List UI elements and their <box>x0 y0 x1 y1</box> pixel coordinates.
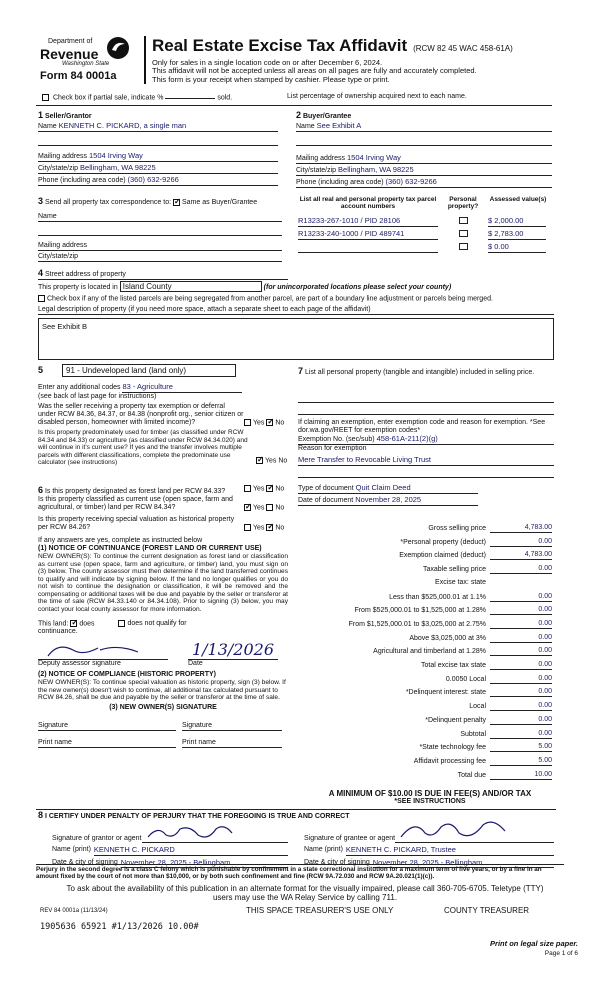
buyer-section: 2 Buyer/Grantee Name See Exhibit A Mailing address 1504 Irving Way City/state/zip Bellingham, WA 98225 Phone (including area code) (360) 632-9266 <box>296 110 552 188</box>
tax-label: Above $3,025,000 at 3% <box>409 634 486 642</box>
corr-label: Send all property tax correspondence to: <box>44 199 172 206</box>
exemption-reason[interactable]: Mere Transfer to Revocable Living Trust <box>298 456 554 466</box>
date-label: Date <box>188 659 203 667</box>
section-8: 8 I CERTIFY UNDER PENALTY OF PERJURY THAT THE FOREGOING IS TRUE AND CORRECT Signature of grantor or agent Signature of grantee or agent Name (print) KENNETH C. PICKARD Name (print) KENNETH C. PICKARD, Trustee Date & city of signing November 28, 2025 - Bellingham Date & city of signing November 28, 2025 - Bellingham <box>38 810 554 868</box>
tax-label: Subtotal <box>460 730 486 738</box>
assessed-value[interactable]: $ 2,000.00 <box>488 217 546 227</box>
yes-note: If any answers are yes, complete as instructed below <box>38 536 203 544</box>
assessed-head: Assessed value(s) <box>489 196 547 203</box>
tax-label: Exemption claimed (deduct) <box>399 552 486 560</box>
doc-date-label: Date of document <box>298 496 354 504</box>
grantee-sig-label: Signature of grantee or agent <box>304 835 396 842</box>
tax-value[interactable]: 0.00 <box>490 593 552 602</box>
parcel-head: List all real and personal property tax parcel account numbers <box>299 196 437 211</box>
add-codes-label: Enter any additional codes <box>38 384 121 392</box>
partial-sale-row <box>42 94 232 102</box>
q1-no-checkbox[interactable] <box>266 419 273 426</box>
seller-phone[interactable]: (360) 632-9266 <box>127 175 179 185</box>
dept-text: Department of <box>48 38 93 45</box>
segregated-label: Check box if any of the listed parcels are being segregated from another parcel, are part of a boundary line adjustment or parcels being merged. <box>47 295 493 303</box>
q1-yes-checkbox[interactable] <box>244 419 251 426</box>
tax-row <box>296 688 552 697</box>
tax-row <box>296 743 552 752</box>
tax-label: Affidavit processing fee <box>413 757 486 765</box>
property-section: 4 Street address of property This property is located in Island County (for unincorporated locations please select your county) Check box if any of the listed parcels are being segregated from another parcel, are part of a boundary line adjustment or parcels being merged. Legal description of property (if you need more space, attach a separate sheet to each page of the affidavit) See Exhibit B <box>38 268 554 360</box>
forest-yes-checkbox[interactable] <box>244 485 251 492</box>
same-as-buyer-label: Same as Buyer/Grantee <box>182 199 258 206</box>
seller-name-label: Name <box>38 123 57 131</box>
sold-label: sold. <box>217 94 233 102</box>
yes-label: Yes <box>253 419 265 427</box>
notice-compliance-body: NEW OWNER(S): To continue special valuation as historic property, sign (3) below. If the new owner(s) doesn't wish to continue, all additional tax calculated pursuant to RCW 84.26, shall be due and payable by the seller or transferor at the time of sale. <box>38 679 286 702</box>
tax-label: Taxable selling price <box>422 566 486 574</box>
tax-value[interactable]: 4,783.00 <box>490 524 552 533</box>
grantee-signature-line[interactable] <box>395 827 554 843</box>
new-owner-signature-2[interactable] <box>182 722 282 731</box>
tax-value[interactable]: 0.00 <box>490 716 552 725</box>
perjury-note: Perjury in the second degree is a class C felony which is punishable by confinement in a state correctional institution for a maximum term of five years, or by a fine in an amount fixed by the court of not more than $10,000, or by both such confinement and fine (RCW 9A.72.030 and RCW 9A.20.021(1)(c)). <box>36 866 542 881</box>
grantor-signature-line[interactable] <box>142 827 288 843</box>
current-use-no-checkbox[interactable] <box>266 504 273 511</box>
state-text: Washington State <box>62 61 110 67</box>
county-treasurer: COUNTY TREASURER <box>444 906 530 915</box>
parcel-row <box>298 243 554 253</box>
reason-label: Reason for exemption <box>298 445 367 453</box>
land-use-select[interactable]: 91 - Undeveloped land (land only) <box>62 364 236 377</box>
seller-mail-label: Mailing address <box>38 153 88 161</box>
new-owner-signature-1[interactable] <box>38 722 176 731</box>
see-instructions: *SEE INSTRUCTIONS <box>394 798 466 805</box>
tax-value[interactable]: 0.00 <box>490 688 552 697</box>
corr-city-label: City/state/zip <box>38 253 79 261</box>
buyer-phone[interactable]: (360) 632-9266 <box>385 177 437 187</box>
treasurer-stamp: 1905636 65921 #1/13/2026 10.00# <box>40 922 199 932</box>
revenue-swirl-icon <box>106 36 130 60</box>
q2-yes-checkbox[interactable] <box>256 457 263 464</box>
tax-row <box>296 771 552 780</box>
grantor-signature <box>144 823 244 841</box>
tax-row <box>296 634 552 643</box>
buyer-city-label: City/state/zip <box>296 167 337 175</box>
exemption-no-label: Exemption No. (sec/sub) <box>298 436 375 444</box>
tax-row <box>296 538 552 547</box>
certify-text: I CERTIFY UNDER PENALTY OF PERJURY THAT THE FOREGOING IS TRUE AND CORRECT <box>44 813 350 820</box>
grantor-date-label: Date & city of signing <box>52 858 118 866</box>
parcel-row <box>298 217 554 227</box>
rcw-ref: (RCW 82 45 WAC 458-61A) <box>413 44 513 53</box>
tax-value[interactable]: 0.00 <box>490 675 552 684</box>
tax-row <box>296 661 552 670</box>
new-owner-sig-head: (3) NEW OWNER(S) SIGNATURE <box>109 703 217 711</box>
assessed-value[interactable]: $ 2,783.00 <box>488 230 546 240</box>
tax-label: Total due <box>457 771 486 779</box>
grantee-date-label: Date & city of signing <box>304 858 370 866</box>
grantor-sig-label: Signature of grantor or agent <box>52 835 142 842</box>
section-5: 5 91 - Undeveloped land (land only) Enter any additional codes 83 - Agriculture (see back of last page for instructions) Was the seller receiving a property tax exemption or deferral under RCW 84.36, 84.37, or 84.38 (nonprofit org., senior citizen or disabled person, homeowner with limited income)? Yes ✓ No Is this property predominately used for timber (as classified under RCW 84.34 and 84.33) or agriculture (as classified under RCW 84.34.020) and will continue in it's current use? If yes and the transfer involves multiple parcels with different classifications, complete the predominate use calculator (see instructions) ✓ Yes No <box>38 364 288 467</box>
seller-section: 1 Seller/Grantor Name KENNETH C. PICKARD, a single man Mailing address 1504 Irving Way City/state/zip Bellingham, WA 98225 Phone (including area code) (360) 632-9266 <box>38 110 278 186</box>
does-label: does <box>79 619 95 627</box>
seller-name[interactable]: KENNETH C. PICKARD, a single man <box>58 121 187 131</box>
seller-phone-label: Phone (including area code) <box>38 177 126 185</box>
doc-type-label: Type of document <box>298 484 354 492</box>
tax-row <box>296 551 552 560</box>
page-title: Real Estate Excise Tax Affidavit <box>152 36 408 55</box>
tax-row <box>296 579 552 587</box>
new-owner-print-1[interactable] <box>38 739 176 748</box>
legal-label: Legal description of property (if you need more space, attach a separate sheet to each page of the affidavit) <box>38 306 554 315</box>
tax-label: Excise tax: state <box>435 578 486 586</box>
treasurer-only: THIS SPACE TREASURER'S USE ONLY <box>246 906 394 915</box>
grantee-signature <box>397 819 517 841</box>
grantor-date[interactable]: November 28, 2025 - Bellingham <box>121 859 288 869</box>
exemption-label: If claiming an exemption, enter exemption code and reason for exemption. *See dor.wa.gov/REET for exemption codes* <box>298 419 546 435</box>
personal-property-label: List all personal property (tangible and intangible) included in selling price. <box>304 369 535 376</box>
seller-city-label: City/state/zip <box>38 165 79 173</box>
assessor-signature-line[interactable] <box>38 640 168 660</box>
notice-compliance-head: (2) NOTICE OF COMPLIANCE (HISTORIC PROPERTY) <box>38 671 216 679</box>
header-line3: This form is your receipt when stamped by cashier. Please type or print. <box>152 74 390 84</box>
tax-label: Total excise tax state <box>421 662 486 669</box>
personal-checkbox[interactable] <box>459 217 468 224</box>
see-back-note: (see back of last page for instructions) <box>38 392 157 400</box>
seller-head: Seller/Grantor <box>44 113 92 120</box>
tax-label: Less than $525,000.01 at 1.1% <box>389 593 486 601</box>
continuance-label: continuance. <box>38 627 78 635</box>
this-land-label: This land: <box>38 619 69 627</box>
parcel-number[interactable]: R13233-267-1010 / PID 28106 <box>298 217 438 227</box>
tax-row <box>296 565 552 574</box>
buyer-head: Buyer/Grantee <box>302 113 352 120</box>
tax-value[interactable]: 0.00 <box>490 634 552 643</box>
tax-value[interactable]: 4,783.00 <box>490 551 552 560</box>
tax-value[interactable]: 0.00 <box>490 606 552 615</box>
current-use-yes-checkbox[interactable] <box>244 504 251 511</box>
located-label: This property is located in <box>38 284 118 292</box>
grantor-name[interactable]: KENNETH C. PICKARD <box>94 846 288 856</box>
partial-sale-checkbox[interactable] <box>42 94 49 101</box>
assessor-date[interactable]: 1/13/2026 <box>188 641 278 660</box>
deputy-label: Deputy assessor signature <box>38 659 121 667</box>
forest-question: Is this property designated as forest land per RCW 84.33? <box>44 488 226 495</box>
print-name-label: Print name <box>182 738 216 746</box>
tax-value[interactable]: 0.00 <box>490 730 552 739</box>
buyer-phone-label: Phone (including area code) <box>296 179 384 187</box>
seller-city[interactable]: Bellingham, WA 98225 <box>80 163 156 173</box>
street-label: Street address of property <box>44 271 126 278</box>
header-titles <box>152 36 572 84</box>
rev-number: REV 84 0001a (11/13/24) <box>40 908 108 914</box>
tax-row <box>296 606 552 615</box>
buyer-name[interactable]: See Exhibit A <box>316 121 362 131</box>
tax-label: From $1,525,000.01 to $3,025,000 at 2.75% <box>348 620 486 628</box>
exemption-no[interactable]: 458-61A-211(2)(g) <box>376 434 438 444</box>
grantee-name[interactable]: KENNETH C. PICKARD, Trustee <box>346 846 554 856</box>
tax-label: Local <box>469 703 486 711</box>
signature-label: Signature <box>182 721 212 729</box>
corr-name-label: Name <box>38 213 57 221</box>
doc-type[interactable]: Quit Claim Deed <box>355 482 411 492</box>
same-as-buyer-checkbox[interactable] <box>173 199 180 206</box>
tax-row <box>296 702 552 711</box>
parcel-row <box>298 230 554 240</box>
buyer-mail[interactable]: 1504 Irving Way <box>346 153 401 163</box>
tax-label: *State technology fee <box>419 744 486 752</box>
tax-value[interactable]: 0.00 <box>490 702 552 711</box>
tax-value[interactable]: 0.00 <box>490 647 552 656</box>
tax-row <box>296 730 552 739</box>
tax-label: *Delinquent interest: state <box>405 689 486 697</box>
buyer-city[interactable]: Bellingham, WA 98225 <box>338 165 414 175</box>
tax-label: *Delinquent penalty <box>425 716 486 724</box>
tax-label: Agricultural and timberland at 1.28% <box>373 648 486 656</box>
pct-note: List percentage of ownership acquired next to each name. <box>287 93 467 100</box>
header-line2: This affidavit will not be accepted unless all areas on all pages are fully and accurately completed. <box>152 66 477 76</box>
accessibility-note: To ask about the availability of this publication in an alternate format for the visually impaired, please call 360-705-6705. Teletype (TTY) users may use the WA Relay Service by calling 711. <box>66 884 544 903</box>
new-owner-print-2[interactable] <box>182 739 282 748</box>
grantor-name-label: Name (print) <box>52 846 91 854</box>
tax-row <box>296 647 552 656</box>
no-label: No <box>275 419 285 427</box>
exemption-question: Was the seller receiving a property tax exemption or deferral under RCW 84.36, 84.37, or 84.38 (nonprofit org., senior citizen or disabled person, homeowner with limited income)? <box>38 402 244 426</box>
print-name-label: Print name <box>38 738 72 746</box>
notice-continuance-body: NEW OWNER(S): To continue the current designation as forest land or classification as current use (open space, farm and agriculture, or timber) land, you must sign on (3) below. The county assessor must then determine if the land transferred continues to qualify and will indicate by signing below. If the land no longer qualifies or you do not wish to continue the designation or classification, it will be removed and the compensating or additional taxes will be due and payable by the seller or transferor at the time of sale (RCW 84.33.140 or 84.34.108). Prior to signing (3) below, you may contact your local county assessor for more information. <box>38 552 288 613</box>
does-checkbox[interactable] <box>70 620 77 627</box>
page-number: Page 1 of 6 <box>544 950 578 957</box>
county-note: (for unincorporated locations please select your county) <box>263 284 452 292</box>
tax-value[interactable]: 0.00 <box>490 620 552 629</box>
tax-value[interactable]: 0.00 <box>490 565 552 574</box>
tax-value[interactable]: 0.00 <box>490 538 552 547</box>
personal-checkbox[interactable] <box>459 243 468 250</box>
assessed-value[interactable]: $ 0.00 <box>488 243 546 253</box>
tax-row <box>296 716 552 725</box>
tax-label: Gross selling price <box>428 525 486 532</box>
assessor-signature <box>38 640 158 660</box>
header-line1: Only for sales in a single location code on or after December 6, 2024. <box>152 57 383 67</box>
historic-yes-checkbox[interactable] <box>244 524 251 531</box>
buyer-mail-label: Mailing address <box>296 155 346 163</box>
notice-continuance-head: (1) NOTICE OF CONTINUANCE (FOREST LAND OR CURRENT USE) <box>38 544 262 552</box>
revenue-text: Revenue <box>40 46 99 62</box>
tax-value[interactable]: 5.00 <box>490 757 552 766</box>
historic-question: Is this property receiving special valuation as historical property per RCW 84.26? <box>38 516 235 532</box>
corr-mail-label: Mailing address <box>38 242 88 250</box>
legal-paper-note: Print on legal size paper. <box>490 939 578 948</box>
legal-description-field[interactable] <box>38 318 554 360</box>
parcels-section <box>298 196 554 253</box>
correspondence-section: 3 Send all property tax correspondence to: ✓ Same as Buyer/Grantee Name Mailing address City/state/zip <box>38 196 282 262</box>
yes-label: Yes <box>265 457 277 465</box>
header-divider <box>144 36 146 84</box>
segregated-checkbox[interactable] <box>38 295 45 302</box>
tax-row <box>296 593 552 602</box>
grantee-name-label: Name (print) <box>304 846 343 854</box>
buyer-name-label: Name <box>296 123 315 131</box>
timber-question: Is this property predominately used for timber (as classified under RCW 84.34 and 84.33) or agriculture (as classified under RCW 84.34.020) and will continue in it's current use? If yes and the transfer involves multiple parcels with different classifications, complete the predominate use calculator (see instructions) <box>38 429 248 467</box>
revenue-logo <box>40 36 132 82</box>
legal-description: See Exhibit B <box>42 321 88 331</box>
tax-value[interactable]: 5.00 <box>490 743 552 752</box>
personal-head: Personal property? <box>447 196 479 211</box>
add-codes[interactable]: 83 - Agriculture <box>122 383 242 393</box>
doc-date[interactable]: November 28, 2025 <box>355 494 422 504</box>
county-select[interactable]: Island County <box>120 281 262 292</box>
does-not-checkbox[interactable] <box>118 620 125 627</box>
signature-label: Signature <box>38 721 68 729</box>
parcel-number[interactable]: R13233-240-1000 / PID 489741 <box>298 230 438 240</box>
tax-row <box>296 620 552 629</box>
section-6: 6 Is this property designated as forest land per RCW 84.33? Yes ✓No Is this property classified as current use (open space, farm and agricultural, or timber) land per RCW 84.34? ✓ Yes No Is this property receiving special valuation as historical property per RCW 84.26? Yes ✓No If any answers are yes, complete as instructed below (1) NOTICE OF CONTINUANCE (FOREST LAND OR CURRENT USE) NEW OWNER(S): To continue the current designation as forest land or classification as current use (open space, farm and agriculture, or timber) land, you must sign on (3) below. The county assessor must then determine if the land transferred continues to qualify and will indicate by signing below. If the land no longer qualifies or you do not wish to continue the designation or classification, it will be removed and the compensating or additional taxes will be due and payable by the seller or transferor at the time of sale (RCW 84.33.140 or 84.34.108). Prior to signing (3) below, you may contact your local county assessor for more information. This land: ✓ does does not qualify for continuance. 1/13/2026 Deputy assessor signature Date (2) NOTICE OF COMPLIANCE (HISTORIC PROPERTY) NEW OWNER(S): To continue special valuation as historic property, sign (3) below. If the new owner(s) doesn't wish to continue, all additional tax calculated pursuant to RCW 84.26, shall be due and payable by the seller or transferor at the time of sale. (3) NEW OWNER(S) SIGNATURE Signature Signature Print name Print name <box>38 485 288 748</box>
tax-row <box>296 524 552 533</box>
no-label: No <box>278 457 288 465</box>
seller-mail[interactable]: 1504 Irving Way <box>88 151 143 161</box>
tax-row <box>296 675 552 684</box>
current-use-question: Is this property classified as current use (open space, farm and agricultural, or timber) land per RCW 84.34? <box>38 496 233 512</box>
partial-sale-label: Check box if partial sale, indicate % <box>52 94 164 102</box>
minimum-note: A MINIMUM OF $10.00 IS DUE IN FEE(S) AND/OR TAX <box>328 789 532 798</box>
tax-label: From $525,000.01 to $1,525,000 at 1.28% <box>354 607 486 615</box>
tax-value[interactable]: 0.00 <box>490 661 552 670</box>
does-not-label: does not qualify for <box>127 619 187 627</box>
parcel-number[interactable] <box>298 244 438 253</box>
personal-checkbox[interactable] <box>459 230 468 237</box>
forest-no-checkbox[interactable] <box>266 485 273 492</box>
historic-no-checkbox[interactable] <box>266 524 273 531</box>
tax-label: 0.0050 Local <box>445 675 486 683</box>
section-7: 7 List all personal property (tangible and intangible) included in selling price. If claiming an exemption, enter exemption code and reason for exemption. *See dor.wa.gov/REET for exemption codes* Exemption No. (sec/sub) 458-61A-211(2)(g) Reason for exemption Mere Transfer to Revocable Living Trust Type of document Quit Claim Deed Date of document November 28, 2025 <box>298 366 554 506</box>
tax-value[interactable]: 10.00 <box>490 771 552 780</box>
tax-label: *Personal property (deduct) <box>400 538 486 546</box>
grantee-date[interactable]: November 28, 2025 - Bellingham <box>373 859 554 869</box>
form-number: Form 84 0001a <box>40 70 117 82</box>
tax-row <box>296 757 552 766</box>
